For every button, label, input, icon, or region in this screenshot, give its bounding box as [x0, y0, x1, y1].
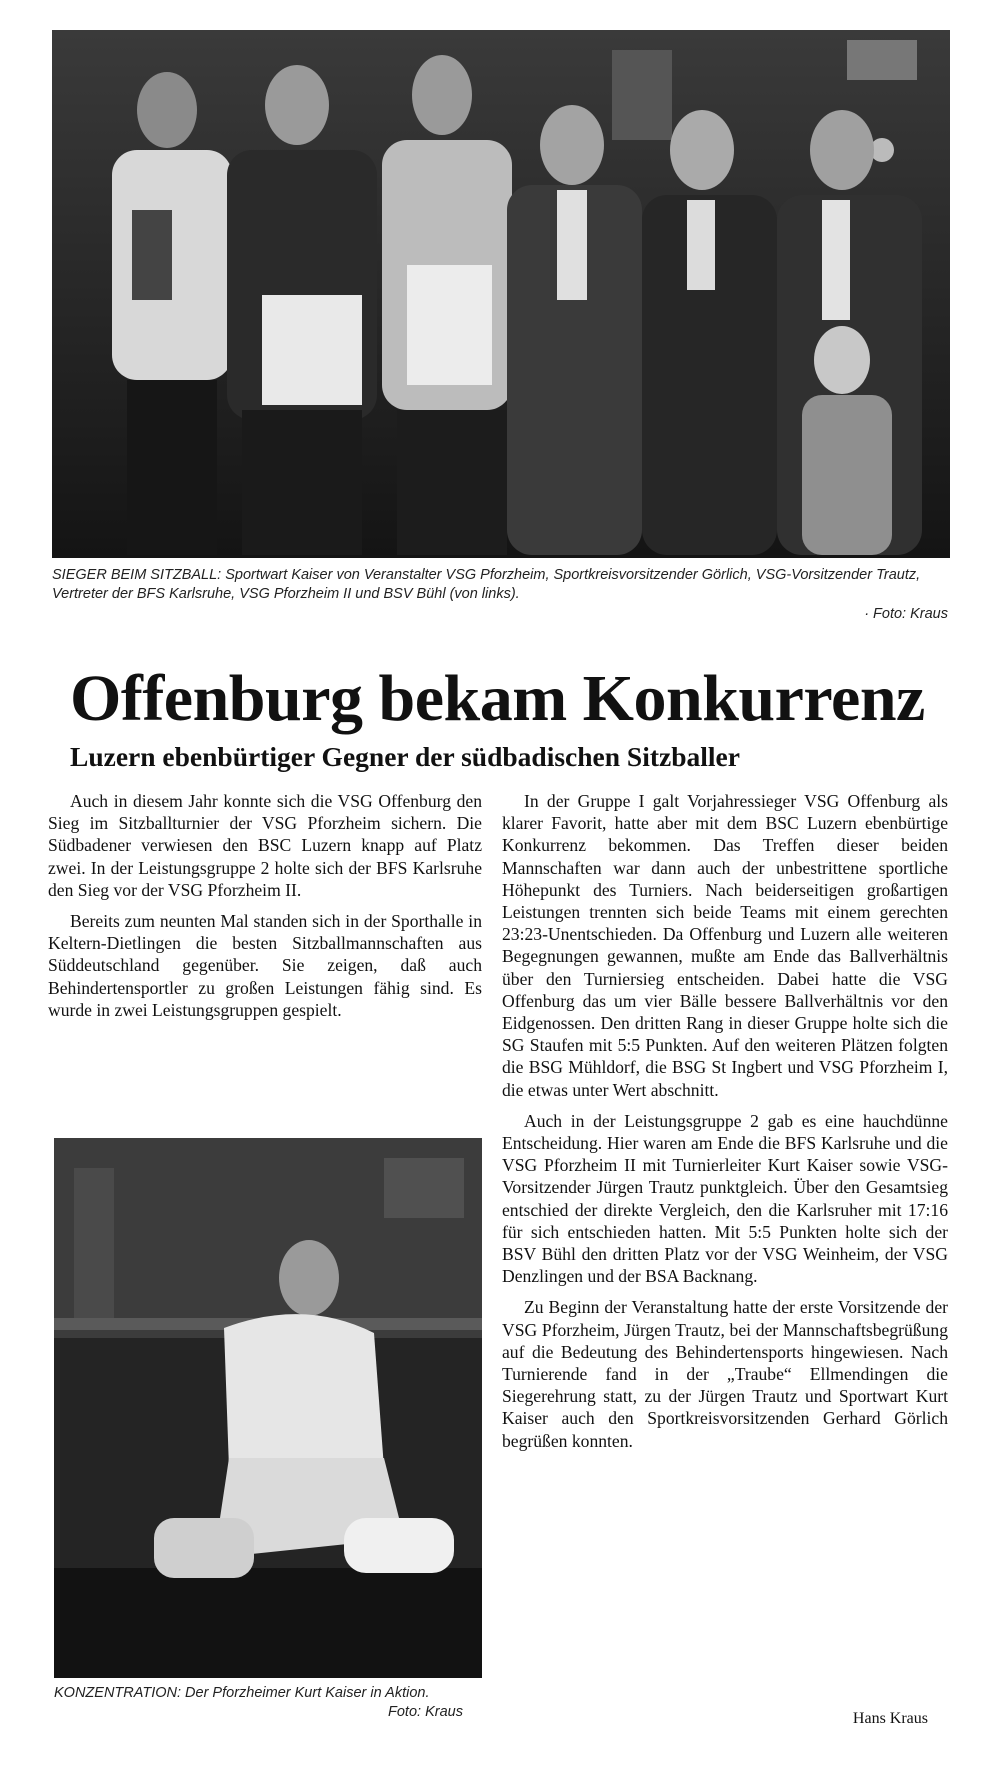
top-photo-caption: SIEGER BEIM SITZBALL: Sportwart Kaiser von Veranstalter VSG Pforzheim, Sportkreisvorsitzender Görlich, VSG-Vorsitzender Trautz, Vertreter der BFS Karlsruhe, VSG Pforzheim II und BSV Bühl (von links).	[52, 567, 921, 602]
article-subheadline: Luzern ebenbürtiger Gegner der südbadischen Sitzballer	[70, 741, 740, 772]
article-column-right	[502, 790, 948, 1461]
player-action-photo	[54, 1138, 482, 1678]
paragraph: In der Gruppe I galt Vorjahressieger VSG Offenburg als klarer Favorit, hatte aber mit dem BSC Luzern ebenbürtige Konkurrenz bekommen. Das Treffen dieser beiden Mannschaften war dann auch der unbestrittene sportliche Höhepunkt des Turniers. Nach beiderseitigen großartigen Leistungen trennten sich beide Teams mit einem gerechten 23:23-Unentschieden. Da Offenburg und Luzern alle weiteren Begegnungen gewannen, mußte am Ende das Ballverhältnis über den Turniersieg entscheiden. Dabei hatte die VSG Offenburg das um vier Bälle bessere Ballverhältnis vor den Eidgenossen. Den dritten Rang in dieser Gruppe holte sich die SG Staufen mit 5:5 Punkten. Auf den weiteren Plätzen folgten die BSG Mühldorf, die BSG St Ingbert und VSG Pforzheim I, die etwas unter Wert abschnitt.	[502, 791, 948, 1100]
paragraph: Auch in der Leistungsgruppe 2 gab es eine hauchdünne Entscheidung. Hier waren am Ende die BFS Karlsruhe und die VSG Pforzheim II mit Turnierleiter Kurt Kaiser sowie VSG-Vorsitzender Jürgen Trautz punktgleich. Über den Gesamtsieg entschied der direkte Vergleich, den die Karlsruher mit 17:16 für sich entschieden hatten. Mit 5:5 Punkten holte sich der BSV Bühl den dritten Platz vor der VSG Weinheim, der VSG Denzlingen und der BSA Backnang.	[502, 1110, 948, 1287]
paragraph: Auch in diesem Jahr konnte sich die VSG Offenburg den Sieg im Sitzballturnier der VSG Pforzheim sichern. Die Südbadener verwiesen den BSC Luzern knapp auf Platz zwei. In der Leistungsgruppe 2 holte sich der BFS Karlsruhe den Sieg vor der VSG Pforzheim II.	[48, 791, 482, 900]
top-photo-credit: · Foto: Kraus	[864, 606, 948, 622]
article-column-left	[48, 790, 482, 1030]
paragraph: Bereits zum neunten Mal standen sich in der Sporthalle in Keltern-Dietlingen die besten Sitzballmannschaften aus Süddeutschland gegenüber. Sie zeigen, daß auch Behindertensportler zu großen Leistungen fähig sind. Es wurde in zwei Leistungsgruppen gespielt.	[48, 911, 482, 1020]
article-author: Hans Kraus	[852, 1710, 928, 1727]
article-headline: Offenburg bekam Konkurrenz	[70, 662, 925, 735]
paragraph: Zu Beginn der Veranstaltung hatte der erste Vorsitzende der VSG Pforzheim, Jürgen Trautz, bei der Mannschaftsbegrüßung auf die Bedeutung des Behindertensports hingewiesen. Nach Turnierende fand in der „Traube“ Ellmendingen die Siegerehrung statt, zu der Jürgen Trautz und Sportwart Kurt Kaiser auch den Sportkreisvorsitzenden Gerhard Görlich begrüßen konnten.	[502, 1297, 948, 1451]
winners-group-photo	[52, 30, 950, 558]
bottom-photo-caption: KONZENTRATION: Der Pforzheimer Kurt Kaiser in Aktion.	[54, 1685, 430, 1701]
bottom-photo-credit: Foto: Kraus	[388, 1704, 463, 1720]
